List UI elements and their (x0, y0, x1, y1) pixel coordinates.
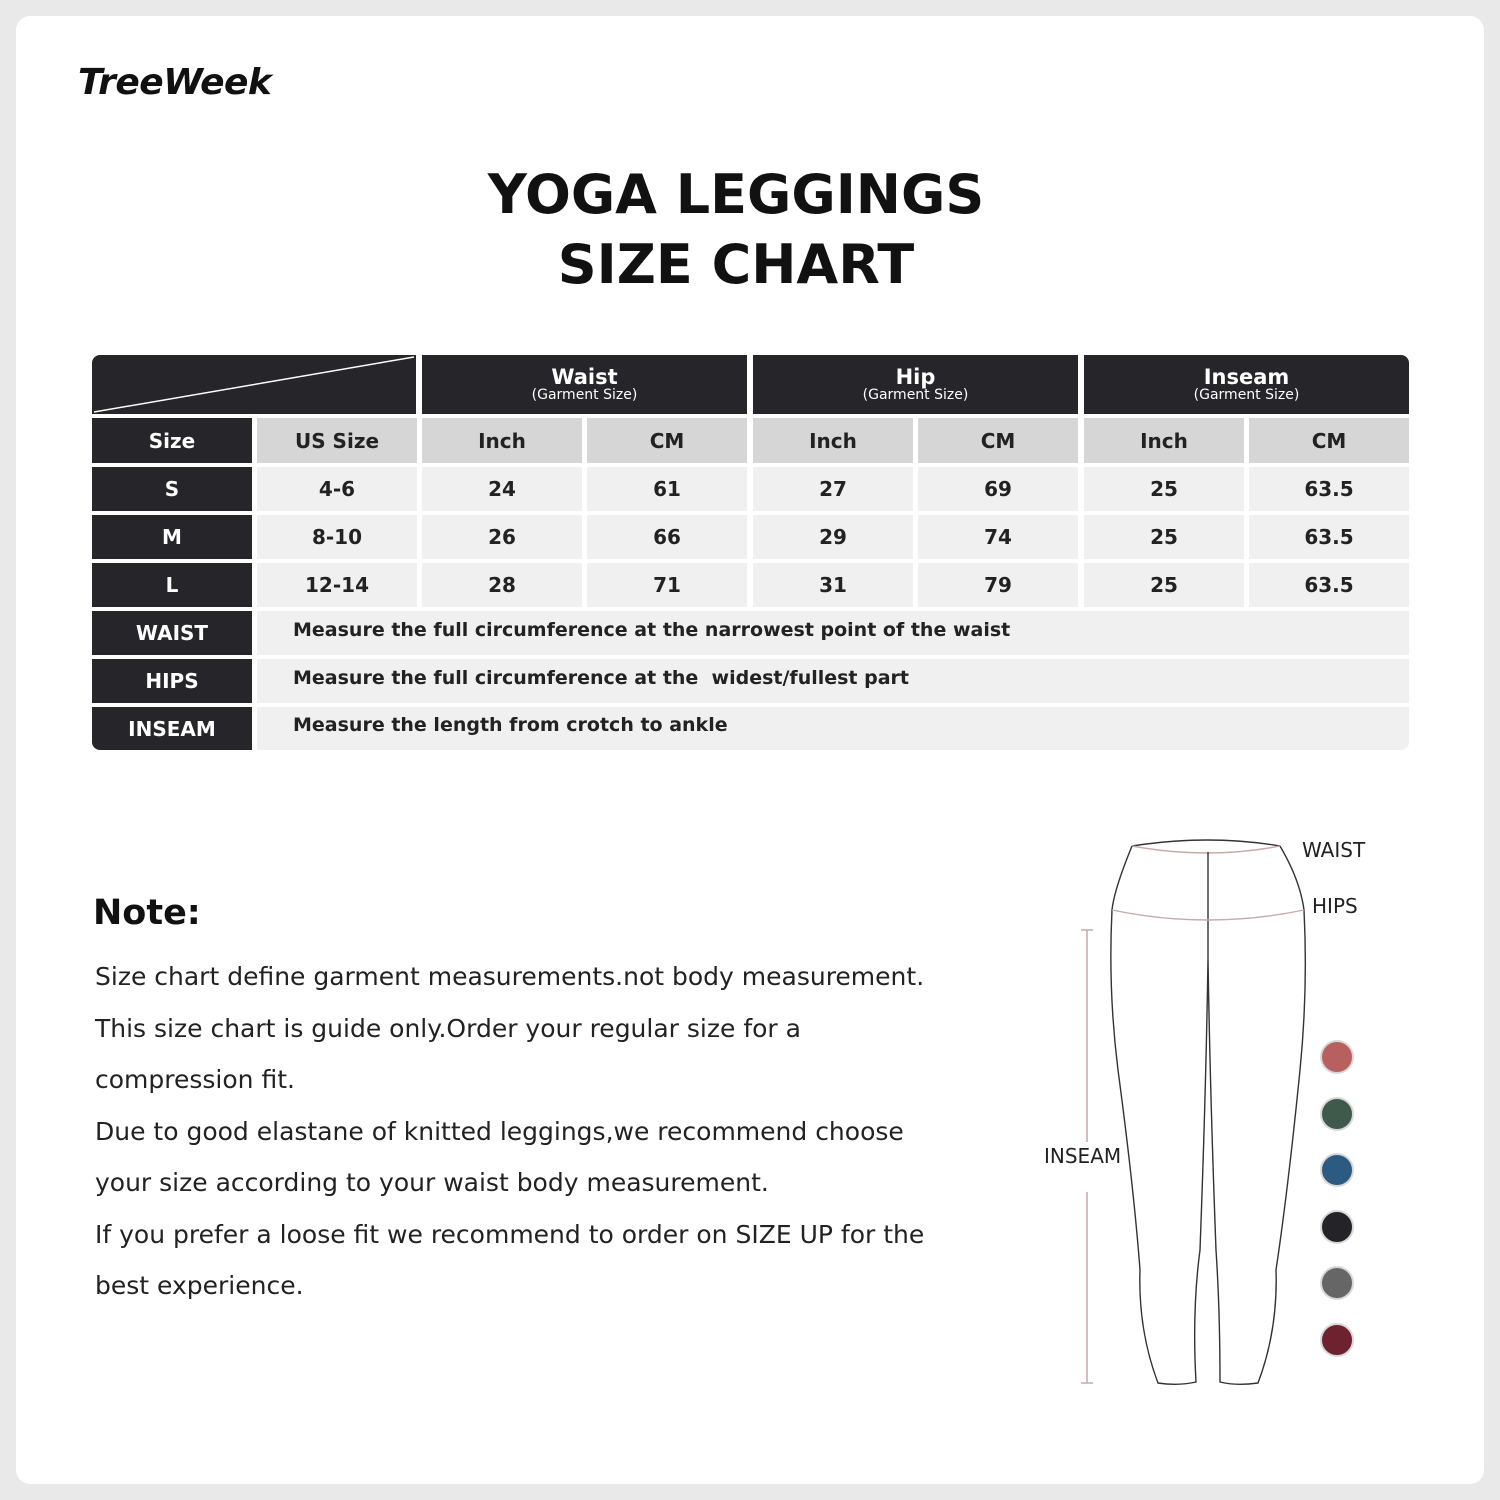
measure-text-waist: Measure the full circumference at the narrowest point of the waist (257, 611, 1409, 655)
table-cell: 24 (422, 467, 582, 511)
table-row-size: S (92, 467, 252, 511)
header-size: Size (92, 418, 252, 463)
group-header-inseam (1084, 355, 1409, 414)
color-swatch[interactable] (1320, 1266, 1354, 1300)
group-sub: (Garment Size) (531, 387, 638, 404)
measure-label-hips: HIPS (92, 659, 252, 703)
measure-text-hips: Measure the full circumference at the widest/fullest part (257, 659, 1409, 703)
measure-text-inseam: Measure the length from crotch to ankle (257, 707, 1409, 750)
table-row-size: M (92, 515, 252, 559)
header-hip-cm: CM (918, 418, 1078, 463)
table-cell: 63.5 (1249, 563, 1409, 607)
table-cell: 61 (587, 467, 747, 511)
group-sub: (Garment Size) (1193, 387, 1300, 404)
header-us-size: US Size (257, 418, 417, 463)
note-line: best experience. (95, 1271, 304, 1300)
note-line: This size chart is guide only.Order your regular size for a (95, 1014, 801, 1043)
group-header-hip (753, 355, 1078, 414)
diagram-label-hips: HIPS (1312, 894, 1358, 918)
measure-label-waist: WAIST (92, 611, 252, 655)
group-name: Waist (551, 365, 618, 390)
diagonal-divider (92, 355, 416, 414)
color-swatch[interactable] (1320, 1097, 1354, 1131)
table-cell: 28 (422, 563, 582, 607)
table-row-size: L (92, 563, 252, 607)
page-title-line2: SIZE CHART (557, 233, 915, 296)
table-cell: 69 (918, 467, 1078, 511)
table-corner-cell (92, 355, 416, 414)
note-line: Size chart define garment measurements.not body measurement. (95, 962, 925, 991)
table-cell: 8-10 (257, 515, 417, 559)
table-cell: 29 (753, 515, 913, 559)
page-title-line1: YOGA LEGGINGS (487, 163, 985, 226)
table-cell: 63.5 (1249, 467, 1409, 511)
table-cell: 27 (753, 467, 913, 511)
note-line: your size according to your waist body measurement. (95, 1168, 769, 1197)
brand-logo: TreeWeek (78, 62, 272, 103)
group-name: Inseam (1203, 365, 1290, 390)
diagram-label-inseam: INSEAM (1044, 1144, 1122, 1168)
note-heading: Note: (93, 893, 201, 933)
diagram-label-waist: WAIST (1302, 838, 1366, 862)
table-cell: 25 (1084, 467, 1244, 511)
table-cell: 74 (918, 515, 1078, 559)
table-cell: 71 (587, 563, 747, 607)
group-sub: (Garment Size) (862, 387, 969, 404)
color-swatch[interactable] (1320, 1323, 1354, 1357)
color-swatch[interactable] (1320, 1210, 1354, 1244)
note-line: If you prefer a loose fit we recommend to order on SIZE UP for the (95, 1220, 925, 1249)
table-cell: 4-6 (257, 467, 417, 511)
header-hip-inch: Inch (753, 418, 913, 463)
table-cell: 31 (753, 563, 913, 607)
color-swatch[interactable] (1320, 1040, 1354, 1074)
table-cell: 26 (422, 515, 582, 559)
header-inseam-cm: CM (1249, 418, 1409, 463)
table-cell: 25 (1084, 515, 1244, 559)
header-inseam-inch: Inch (1084, 418, 1244, 463)
header-waist-cm: CM (587, 418, 747, 463)
note-line: Due to good elastane of knitted leggings,we recommend choose (95, 1117, 904, 1146)
table-cell: 12-14 (257, 563, 417, 607)
table-cell: 63.5 (1249, 515, 1409, 559)
measure-label-inseam: INSEAM (92, 707, 252, 750)
color-swatch[interactable] (1320, 1153, 1354, 1187)
note-line: compression fit. (95, 1065, 295, 1094)
table-cell: 79 (918, 563, 1078, 607)
group-header-waist (422, 355, 747, 414)
table-cell: 25 (1084, 563, 1244, 607)
group-name: Hip (895, 365, 936, 390)
header-waist-inch: Inch (422, 418, 582, 463)
table-cell: 66 (587, 515, 747, 559)
